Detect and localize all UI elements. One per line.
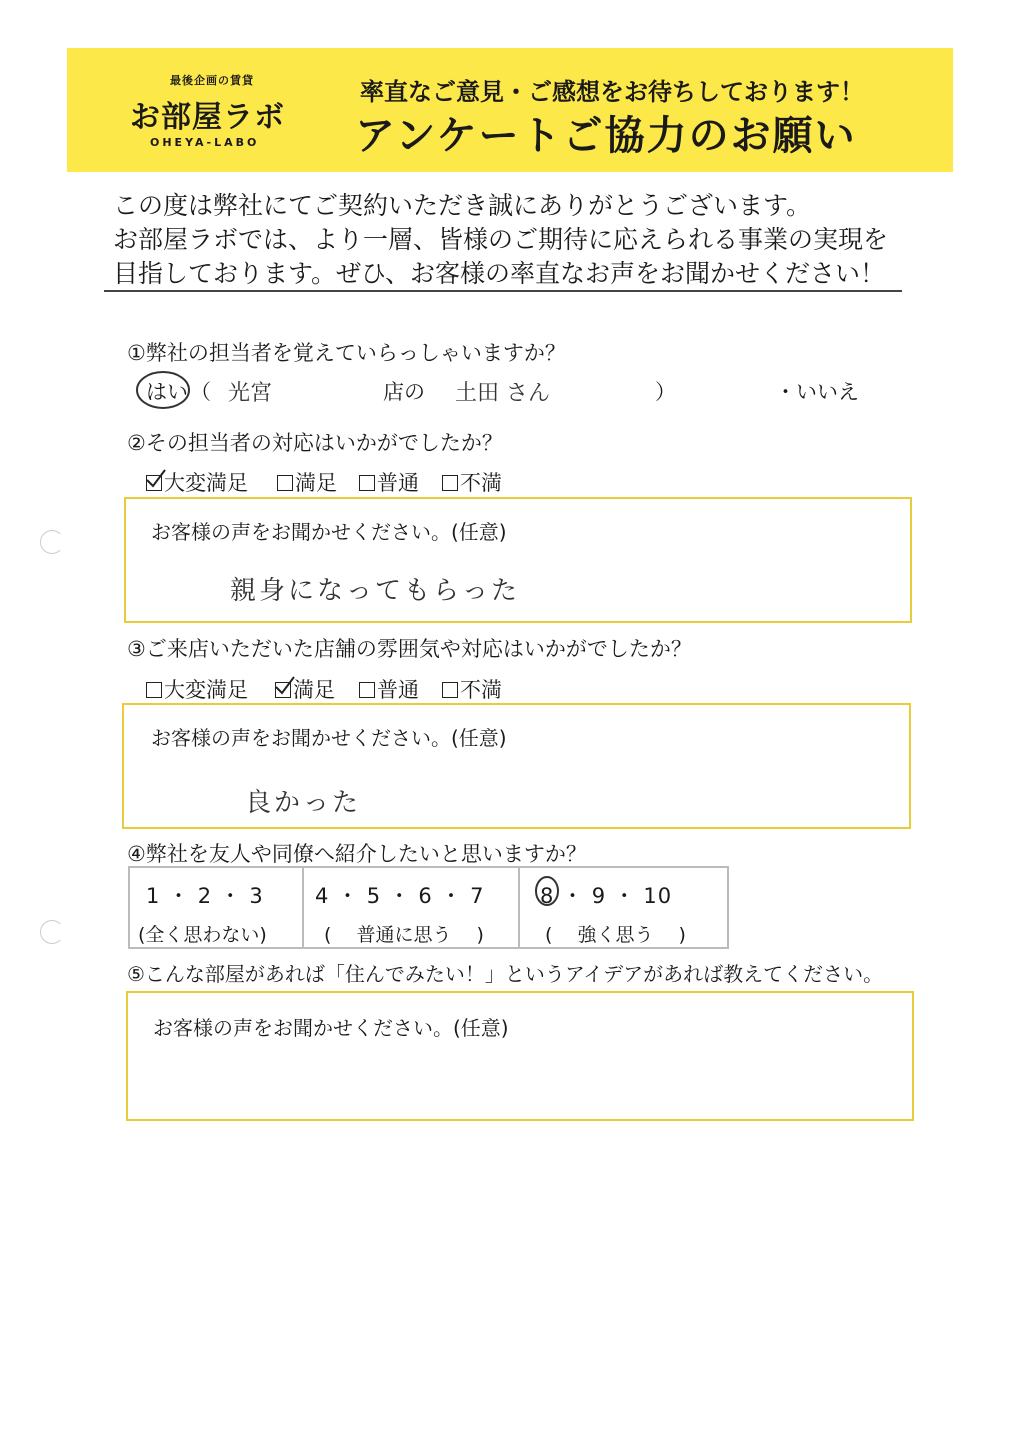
q4-label-low: (全く思わない) xyxy=(138,924,267,946)
q3-voice-label: お客様の声をお聞かせください。(任意) xyxy=(151,726,507,750)
checkbox-icon[interactable] xyxy=(359,475,375,491)
q3-option-label: 普通 xyxy=(377,678,419,702)
q3-handwritten-comment: 良かった xyxy=(245,788,362,818)
q3-option-satisfied[interactable] xyxy=(275,674,335,704)
q2-option-label: 大変満足 xyxy=(164,471,248,495)
q1-yes-label: はい xyxy=(146,380,188,404)
q2-option-satisfied[interactable] xyxy=(277,467,337,497)
q3-option-label: 満足 xyxy=(293,678,335,702)
q2-option-very-satisfied[interactable] xyxy=(146,467,248,497)
q4-numbers-mid[interactable]: 4 ・ 5 ・ 6 ・ 7 xyxy=(315,884,485,908)
intro-line-2: お部屋ラボでは、より一層、皆様のご期待に応えられる事業の実現を xyxy=(113,225,889,254)
q2-option-label: 普通 xyxy=(377,471,419,495)
q2-handwritten-comment: 親身になってもらった xyxy=(230,576,521,606)
q2-option-label: 不満 xyxy=(460,471,502,495)
checkbox-icon[interactable] xyxy=(442,475,458,491)
q2-voice-label: お客様の声をお聞かせください。(任意) xyxy=(151,520,507,544)
handwritten-circle-icon xyxy=(132,368,194,412)
punch-hole-mark xyxy=(40,530,64,554)
divider xyxy=(104,290,902,292)
intro-line-1: この度は弊社にてご契約いただき誠にありがとうございます。 xyxy=(113,191,812,220)
intro-line-3: 目指しております。ぜひ、お客様の率直なお声をお聞かせください！ xyxy=(113,259,886,288)
q4-numbers-low[interactable]: 1 ・ 2 ・ 3 xyxy=(146,884,264,908)
checkbox-checked-icon[interactable] xyxy=(275,682,291,698)
q2-option-normal[interactable] xyxy=(359,467,419,497)
q1-open-paren: （ xyxy=(190,380,211,404)
checkbox-checked-icon[interactable] xyxy=(146,475,162,491)
q4-label-mid: ( 普通に思う ) xyxy=(324,924,484,946)
punch-hole-mark xyxy=(40,920,64,944)
handwritten-circle-icon xyxy=(533,874,561,908)
q3-question: ③ご来店いただいた店舗の雰囲気や対応はいかがでしたか？ xyxy=(127,637,692,661)
q2-option-label: 満足 xyxy=(295,471,337,495)
q4-label-high: ( 強く思う ) xyxy=(545,924,686,946)
q1-store-handwritten: 光宮 xyxy=(228,381,273,406)
q1-no-option[interactable]: ・いいえ xyxy=(775,380,859,404)
logo-name: お部屋ラボ xyxy=(130,100,285,135)
q1-store-label: 店の xyxy=(383,380,425,404)
q5-voice-label: お客様の声をお聞かせください。(任意) xyxy=(153,1016,509,1040)
q3-option-dissatisfied[interactable] xyxy=(442,674,502,704)
q3-option-label: 大変満足 xyxy=(164,678,248,702)
checkbox-icon[interactable] xyxy=(442,682,458,698)
q2-option-dissatisfied[interactable] xyxy=(442,467,502,497)
checkbox-icon[interactable] xyxy=(277,475,293,491)
q4-numbers-high[interactable]: 8 ・ 9 ・ 10 xyxy=(540,884,673,908)
logo-tagline: 最後企画の賃貸 xyxy=(170,74,254,87)
q3-option-label: 不満 xyxy=(460,678,502,702)
q5-question: ⑤こんな部屋があれば「住んでみたい！」というアイデアがあれば教えてください。 xyxy=(127,962,884,986)
q1-staff-handwritten: 土田 さん xyxy=(455,381,550,406)
q2-question: ②その担当者の対応はいかがでしたか？ xyxy=(127,431,503,455)
checkbox-icon[interactable] xyxy=(146,682,162,698)
q5-comment-box[interactable] xyxy=(126,991,914,1121)
q3-option-very-satisfied[interactable] xyxy=(146,674,248,704)
checkbox-icon[interactable] xyxy=(359,682,375,698)
logo-subtext: OHEYA-LABO xyxy=(150,136,260,149)
header-title: アンケートご協力のお願い xyxy=(355,113,857,159)
q4-question: ④弊社を友人や同僚へ紹介したいと思いますか？ xyxy=(127,842,587,866)
header-subtitle: 率直なご意見・ご感想をお待ちしております！ xyxy=(360,78,864,106)
q3-option-normal[interactable] xyxy=(359,674,419,704)
q1-close-paren: ） xyxy=(655,380,676,404)
q1-question: ①弊社の担当者を覚えていらっしゃいますか？ xyxy=(127,341,566,365)
